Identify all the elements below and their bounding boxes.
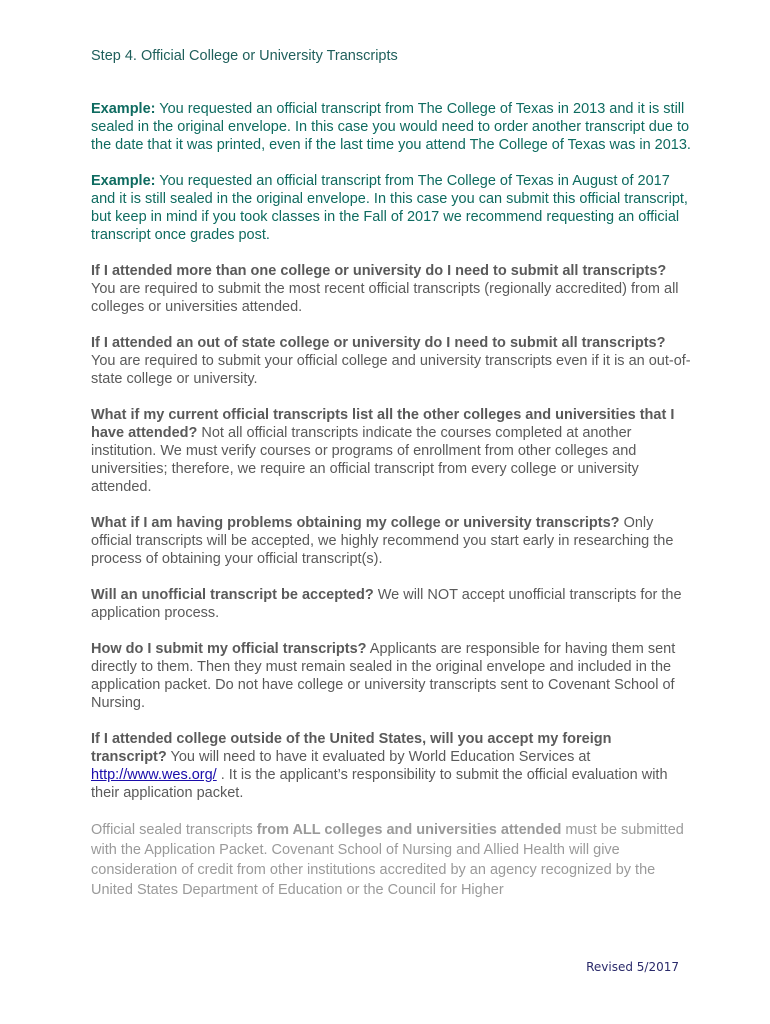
example-text: You requested an official transcript from The College of Texas in August of 2017 and it is still sealed in the original envelope. In this case you can submit this official transcript, but keep in mind if you took classes in the Fall of 2017 we recommend requesting an official transcript once grades post. bbox=[91, 173, 688, 243]
faq-item bbox=[91, 514, 691, 568]
notice-emphasis: from ALL colleges and universities attended bbox=[256, 822, 562, 838]
example-label: Example: bbox=[91, 101, 156, 117]
notice-text: Official sealed transcripts bbox=[91, 822, 257, 838]
document-page bbox=[91, 47, 691, 900]
faq-item bbox=[91, 406, 691, 496]
faq-answer: You are required to submit the most recent official transcripts (regionally accredited) from all colleges or universities attended. bbox=[91, 281, 679, 315]
faq-answer-continued: . It is the applicant’s responsibility to submit the official evaluation with their application packet. bbox=[91, 767, 668, 801]
example-text: You requested an official transcript from The College of Texas in 2013 and it is still sealed in the original envelope. In this case you would need to order another transcript due to the date that it was printed, even if the last time you attend The College of Texas was in 2013. bbox=[91, 101, 691, 153]
faq-answer: You are required to submit your official college and university transcripts even if it is an out-of-state college or university. bbox=[91, 353, 691, 387]
faq-question: What if I am having problems obtaining my college or university transcripts? bbox=[91, 515, 620, 531]
faq-question: Will an unofficial transcript be accepted? bbox=[91, 587, 374, 603]
faq-question: If I attended more than one college or university do I need to submit all transcripts? bbox=[91, 263, 667, 279]
faq-question: If I attended an out of state college or university do I need to submit all transcripts? bbox=[91, 335, 666, 351]
faq-answer: We will NOT accept unofficial transcripts for the application process. bbox=[91, 587, 682, 621]
faq-item bbox=[91, 262, 691, 316]
faq-question: If I attended college outside of the United States, will you accept my foreign transcript? bbox=[91, 731, 612, 765]
faq-answer: Applicants are responsible for having them sent directly to them. Then they must remain sealed in the original envelope and included in the application packet. Do not have college or university transcripts sent to Covenant School of Nursing. bbox=[91, 641, 676, 711]
faq-answer: You will need to have it evaluated by World Education Services at bbox=[166, 749, 591, 765]
revision-date: Revised 5/2017 bbox=[586, 960, 679, 974]
faq-item bbox=[91, 640, 691, 712]
faq-question: How do I submit my official transcripts? bbox=[91, 641, 367, 657]
faq-item bbox=[91, 334, 691, 388]
faq-item-foreign bbox=[91, 730, 691, 802]
wes-link[interactable]: http://www.wes.org/ bbox=[91, 767, 217, 783]
example-paragraph bbox=[91, 172, 691, 244]
page-title: Step 4. Official College or University Transcripts bbox=[91, 48, 398, 64]
faq-answer: Not all official transcripts indicate the courses completed at another institution. We must verify courses or programs of enrollment from other colleges and universities; therefore, we require an official transcript from every college or university attended. bbox=[91, 425, 639, 495]
faq-question: What if my current official transcripts list all the other colleges and universities that I have attended? bbox=[91, 407, 675, 441]
notice-text-continued: must be submitted with the Application Packet. Covenant School of Nursing and Allied Health will give consideration of credit from other institutions accredited by an agency recognized by the United States Department of Education or the Council for Higher bbox=[91, 822, 684, 898]
example-paragraph bbox=[91, 100, 691, 154]
faq-item bbox=[91, 586, 691, 622]
example-label: Example: bbox=[91, 173, 156, 189]
faq-answer: Only official transcripts will be accepted, we highly recommend you start early in researching the process of obtaining your official transcript(s). bbox=[91, 515, 674, 567]
official-transcripts-notice bbox=[91, 820, 691, 900]
